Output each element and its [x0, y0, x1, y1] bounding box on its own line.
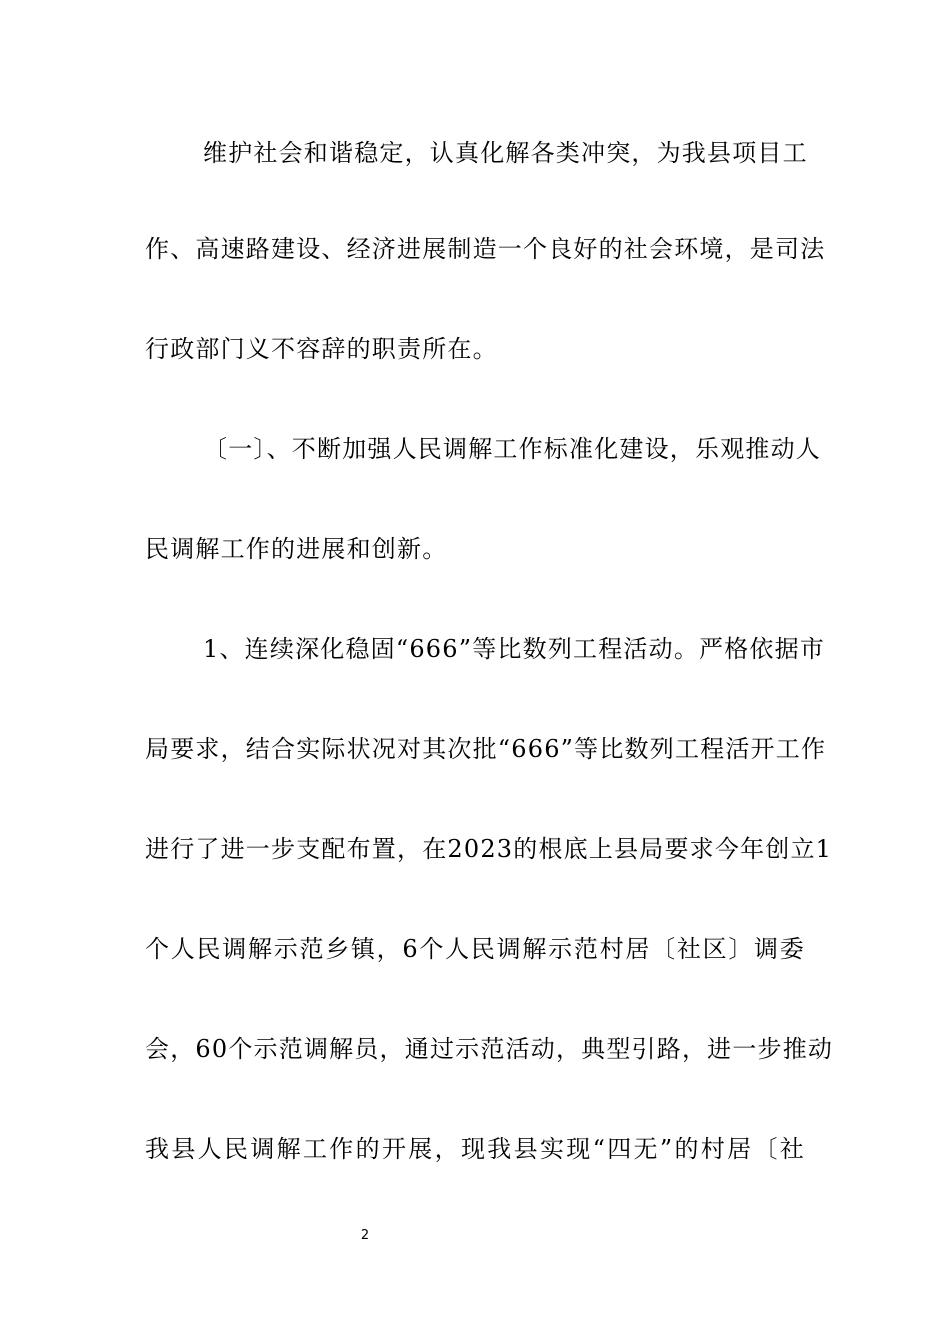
- section-heading-line-1: 〔一〕、不断加强人民调解工作标准化建设，乐观推动人: [203, 435, 821, 463]
- paragraph-2-line-2: 局要求，结合实际状况对其次批“666”等比数列工程活开工作: [145, 735, 827, 763]
- paragraph-2-line-4: 个人民调解示范乡镇，6个人民调解示范村居〔社区〕调委: [145, 935, 805, 963]
- paragraph-1-line-2: 作、高速路建设、经济进展制造一个良好的社会环境，是司法: [145, 235, 826, 263]
- paragraph-2-line-1: 1、连续深化稳固“666”等比数列工程活动。严格依据市: [203, 635, 826, 663]
- page-number: 2: [360, 1228, 370, 1243]
- paragraph-2-line-6: 我县人民调解工作的开展，现我县实现“四无”的村居〔社: [145, 1135, 805, 1163]
- paragraph-2-line-3: 进行了进一步支配布置，在2023的根底上县局要求今年创立1: [145, 835, 833, 863]
- paragraph-2-line-5: 会，60个示范调解员，通过示范活动，典型引路，进一步推动: [145, 1035, 834, 1063]
- paragraph-1-line-3: 行政部门义不容辞的职责所在。: [145, 335, 498, 363]
- paragraph-1-line-1: 维护社会和谐稳定，认真化解各类冲突，为我县项目工: [203, 139, 808, 167]
- section-heading-line-2: 民调解工作的进展和创新。: [145, 535, 448, 563]
